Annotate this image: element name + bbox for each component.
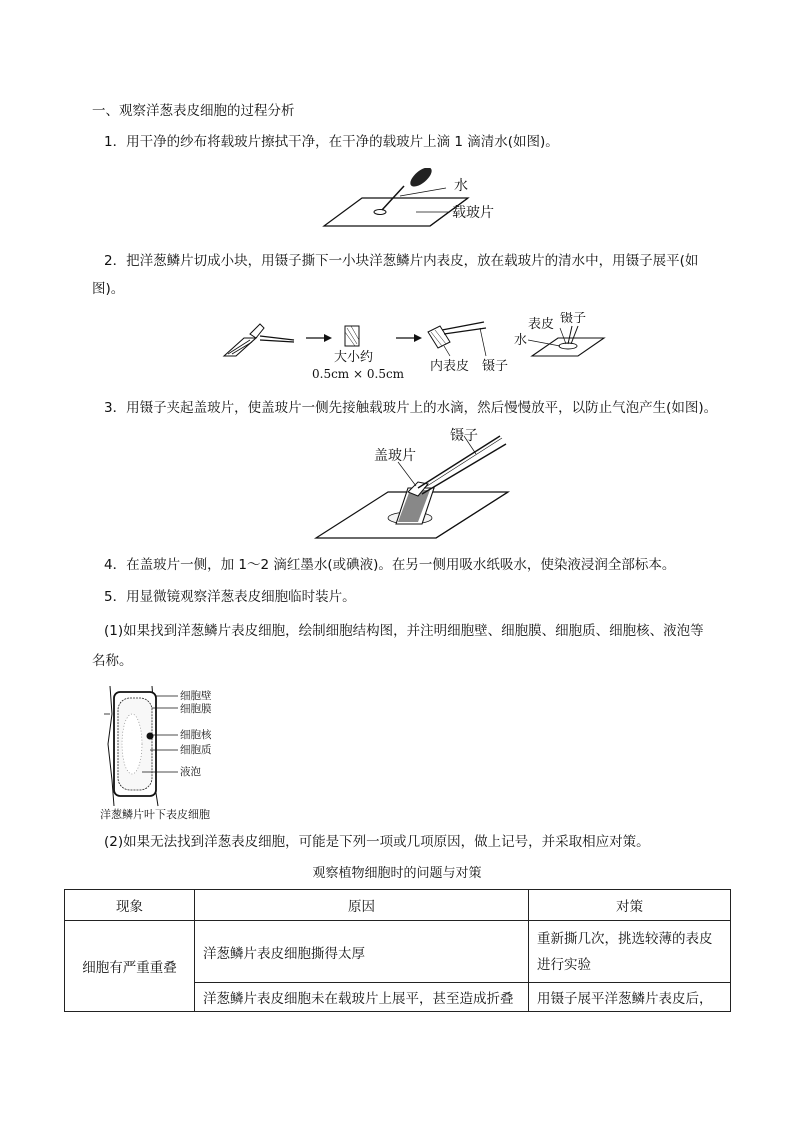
table-title: 观察植物细胞时的问题与对策 — [312, 866, 482, 881]
reason-cell: 洋葱鳞片表皮细胞未在载玻片上展平，甚至造成折叠 — [195, 983, 529, 1012]
tweezers-label-2: 镊子 — [560, 312, 587, 326]
cell-membrane-label: 细胞膜 — [180, 703, 212, 715]
skin-label: 表皮 — [528, 317, 555, 332]
water-label: 水 — [454, 178, 468, 194]
step-4-text: 4．在盖玻片一侧，加 1～2 滴红墨水(或碘液)。在另一侧用吸水纸吸水，使染液浸润全部标本。 — [104, 557, 676, 573]
tweezers-label: 镊子 — [482, 359, 509, 374]
step-5-2-text: (2)如果无法找到洋葱表皮细胞，可能是下列一项或几项原因，做上记号，并采取相应对策。 — [104, 834, 650, 850]
step-2-text: 2．把洋葱鳞片切成小块，用镊子撕下一小块洋葱鳞片内表皮，放在载玻片的清水中，用镊子展平(如 — [104, 253, 699, 269]
dropper-slide-figure — [318, 168, 508, 230]
measure-cell: 用镊子展平洋葱鳞片表皮后， — [529, 983, 731, 1012]
step-3-text: 3．用镊子夹起盖玻片，使盖玻片一侧先接触载玻片上的水滴，然后慢慢放平，以防止气泡产生(如图)。 — [104, 400, 718, 416]
header-measure: 对策 — [529, 890, 731, 921]
table-row — [65, 921, 731, 983]
cell-figure-caption: 洋葱鳞片叶下表皮细胞 — [100, 808, 210, 821]
step-2-text-cont: 图)。 — [92, 281, 125, 297]
slide-label: 载玻片 — [452, 205, 494, 221]
onion-cell-figure — [100, 684, 240, 808]
size-label-line1: 大小约 — [334, 350, 374, 365]
cell-wall-label: 细胞壁 — [180, 690, 212, 702]
tweezers-label-3: 镊子 — [450, 428, 478, 444]
table-header-row — [65, 890, 731, 921]
size-label-line2: 0.5cm × 0.5cm — [312, 367, 405, 381]
phenomenon-cell: 细胞有严重重叠 — [65, 921, 195, 1012]
step-5-1-text: (1)如果找到洋葱鳞片表皮细胞，绘制细胞结构图，并注明细胞壁、细胞膜、细胞质、细胞核、液泡等 — [104, 623, 704, 639]
inner-skin-label: 内表皮 — [430, 359, 470, 374]
vacuole-label: 液泡 — [180, 766, 201, 778]
header-phenomenon: 现象 — [65, 890, 195, 921]
section-title: 一、观察洋葱表皮细胞的过程分析 — [92, 103, 295, 119]
header-reason: 原因 — [195, 890, 529, 921]
cytoplasm-label: 细胞质 — [180, 744, 212, 756]
cover-slip-figure — [312, 426, 512, 546]
water-label-2: 水 — [514, 333, 528, 348]
nucleus-label: 细胞核 — [180, 729, 212, 741]
problem-table — [64, 889, 731, 1012]
step-5-1-text-cont: 名称。 — [92, 653, 133, 669]
cover-slip-label: 盖玻片 — [374, 448, 416, 464]
measure-cell: 重新撕几次，挑选较薄的表皮进行实验 — [529, 921, 731, 983]
reason-cell: 洋葱鳞片表皮细胞撕得太厚 — [195, 921, 529, 983]
step-1-text: 1．用干净的纱布将载玻片擦拭干净，在干净的载玻片上滴 1 滴清水(如图)。 — [104, 134, 559, 150]
onion-prep-figure — [214, 312, 614, 382]
step-5-text: 5．用显微镜观察洋葱表皮细胞临时装片。 — [104, 589, 356, 605]
